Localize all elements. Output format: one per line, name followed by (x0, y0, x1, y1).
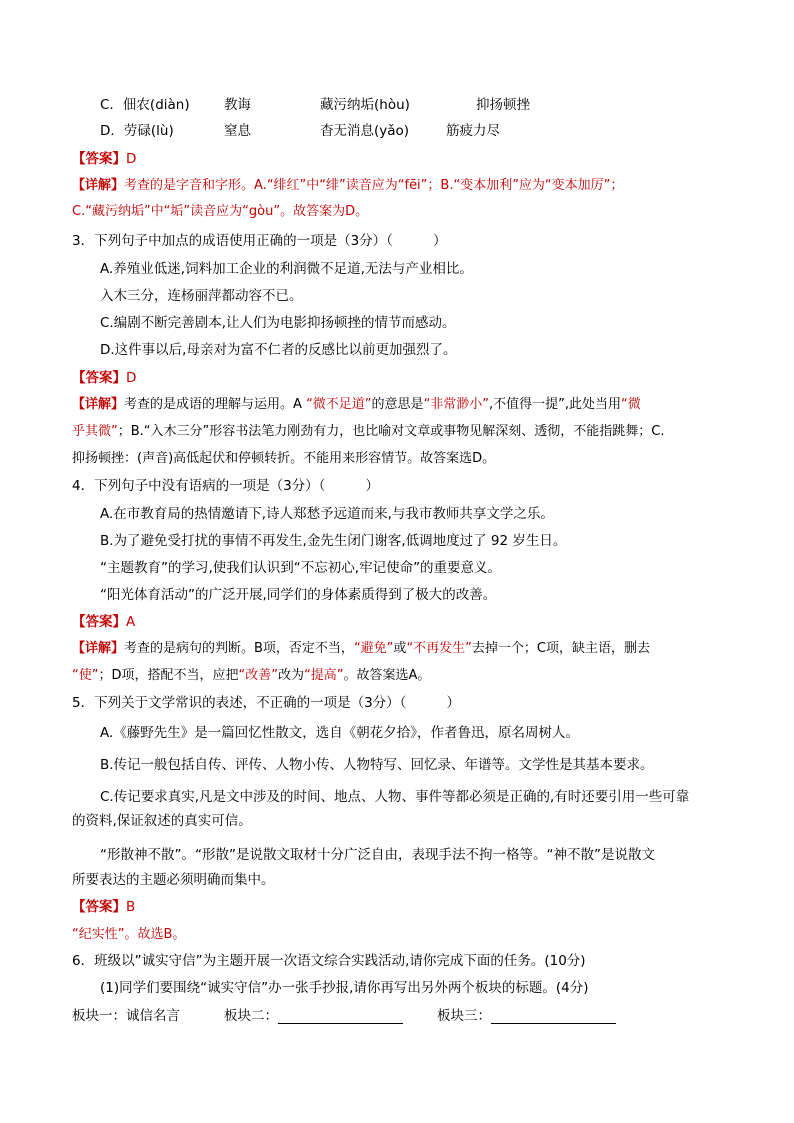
q3-answer (72, 367, 722, 389)
detail-text: 或 (393, 641, 407, 656)
detail-text: 改为 (277, 668, 304, 683)
detail-quote: “非常渺小” (423, 397, 490, 412)
q5-option-d-line1: “形散神不散”。“形散”是说散文取材十分广泛自由，表现手法不拘一格等。“神不散”是说散文 (100, 847, 655, 863)
detail-text: 。故答案选A。 (343, 668, 431, 683)
q2-d-2: 窒息 (224, 123, 251, 139)
block-3-blank[interactable] (491, 1009, 616, 1024)
detail-quote: “避免” (353, 641, 394, 656)
detail-text: 去掉一个；C项，缺主语，删去 (471, 641, 650, 656)
q5-option-b: B.传记一般包括自传、评传、人物小传、人物特写、回忆录、年谱等。文学性是其基本要求。 (100, 757, 654, 773)
q3-detail-line3: 抑扬顿挫：(声音)高低起伏和停顿转折。不能用来形容情节。故答案选D。 (72, 451, 496, 466)
q6-blocks (72, 1005, 722, 1027)
detail-text: ；B.“入木三分”形容书法笔力刚劲有力，也比喻对文章或事物见解深刻、透彻，不能指跳舞；C. (117, 424, 665, 439)
block-2-blank[interactable] (278, 1009, 403, 1024)
block-2-label: 板块二： (224, 1008, 278, 1024)
q2-c-2: 教诲 (224, 97, 251, 113)
q2-c-4: 抑扬顿挫 (476, 97, 530, 113)
q6-stem: 6．班级以”诚实守信”为主题开展一次语文综合实践活动,请你完成下面的任务。(10分) (72, 953, 586, 969)
q5-option-a: A.《藤野先生》是一篇回忆性散文，选自《朝花夕拾》，作者鲁迅，原名周树人。 (100, 725, 580, 741)
q5-option-c-line1: C.传记要求真实,凡是文中涉及的时间、地点、人物、事件等都必须是正确的,有时还要引用一些可靠 (100, 789, 690, 805)
q3-option-b: 入木三分，连杨丽萍都动容不已。 (100, 288, 303, 304)
q5-detail: “纪实性”。故选B。 (72, 927, 186, 942)
q2-c-1: C．佃农(diàn) (100, 97, 190, 113)
detail-quote: “不再发生” (406, 641, 472, 656)
q2-detail-line2: C.“藏污纳垢”中“垢”读音应为“gòu”。故答案为D。 (72, 204, 369, 219)
q5-answer (72, 896, 722, 918)
q3-option-d: D.这件事以后,母亲对为富不仁者的反感比以前更加强烈了。 (100, 342, 457, 358)
answer-tag: 【答案】 (72, 899, 126, 915)
q3-stem-end: ） (432, 233, 447, 249)
q2-d-1: D．劳碌(lù) (100, 123, 174, 139)
q2-d-3: 杳无消息(yǎo) (320, 123, 410, 139)
answer-value: A (126, 614, 136, 630)
answer-value: D (126, 151, 137, 167)
q5-option-c-line2: 的资料,保证叙述的真实可信。 (72, 813, 252, 829)
detail-text: 的意思是 (371, 397, 424, 412)
answer-tag: 【答案】 (72, 370, 126, 386)
q2-detail-line1 (72, 175, 722, 197)
answer-value: B (126, 899, 136, 915)
q3-detail-line1 (72, 394, 722, 416)
detail-text: 考查的是成语的理解与运用。A (124, 397, 302, 412)
q4-stem-text: 4．下列句子中没有语病的一项是（3分）（ (72, 478, 326, 494)
answer-value: D (126, 370, 137, 386)
q4-option-d: “阳光体育活动”的广泛开展,同学们的身体素质得到了极大的改善。 (100, 587, 497, 603)
detail-quote: 乎其微” (72, 424, 118, 439)
q3-detail-line2 (72, 421, 722, 443)
q4-option-b: B.为了避免受打扰的事情不再发生,金先生闭门谢客,低调地度过了 92 岁生日。 (100, 533, 567, 549)
q2-option-c (100, 94, 722, 116)
answer-tag: 【答案】 (72, 614, 126, 630)
q5-stem (72, 692, 722, 714)
block-1: 板块一：诚信名言 (72, 1008, 180, 1024)
detail-quote: “提高” (304, 668, 344, 683)
detail-text: 考查的是病句的判断。B项，否定不当， (124, 641, 354, 656)
q2-option-d (100, 120, 722, 142)
q4-stem (72, 475, 722, 497)
detail-tag: 【详解】 (72, 397, 125, 412)
q4-detail-line1 (72, 638, 722, 660)
q3-stem-text: 3．下列句子中加点的成语使用正确的一项是（3分）（ (72, 233, 393, 249)
block-3-label: 板块三： (437, 1008, 491, 1024)
q2-answer (72, 148, 722, 170)
q6-sub1: (1)同学们要围绕“诚实守信”办一张手抄报,请你再写出另外两个板块的标题。(4分) (100, 980, 589, 996)
q4-option-a: A.在市教育局的热情邀请下,诗人郑愁予远道而来,与我市教师共享文学之乐。 (100, 506, 554, 522)
answer-tag: 【答案】 (72, 151, 126, 167)
q3-option-a: A.养殖业低迷,饲料加工企业的利润微不足道,无法与产业相比。 (100, 261, 473, 277)
q2-c-3: 藏污纳垢(hòu) (320, 97, 410, 113)
q4-answer (72, 611, 722, 633)
q3-stem (72, 230, 722, 252)
detail-text: 考查的是字音和字形。A.“绯红”中“绯”读音应为“fēi”；B.“变本加利”应为“变本加厉”； (124, 178, 624, 193)
q5-stem-text: 5．下列关于文学常识的表述，不正确的一项是（3分）（ (72, 695, 407, 711)
detail-text: ；D项，搭配不当，应把 (98, 668, 239, 683)
detail-quote: “微不足道” (306, 397, 372, 412)
q3-option-c: C.编剧不断完善剧本,让人们为电影抑扬顿挫的情节而感动。 (100, 315, 456, 331)
detail-quote: “使” (72, 668, 99, 683)
detail-tag: 【详解】 (72, 641, 125, 656)
q5-stem-end: ） (446, 695, 460, 711)
q2-d-4: 筋疲力尽 (446, 123, 500, 139)
detail-quote: “改善” (238, 668, 278, 683)
detail-text: ,不值得一提”,此处当用 (489, 397, 622, 412)
q4-option-c: “主题教育”的学习,使我们认识到“不忘初心,牢记使命”的重要意义。 (100, 560, 502, 576)
q4-detail-line2 (72, 665, 722, 687)
detail-tag: 【详解】 (72, 178, 125, 193)
detail-quote: “微 (621, 397, 641, 412)
q5-option-d-line2: 所要表达的主题必须明确而集中。 (72, 872, 275, 888)
q4-stem-end: ） (365, 478, 379, 494)
